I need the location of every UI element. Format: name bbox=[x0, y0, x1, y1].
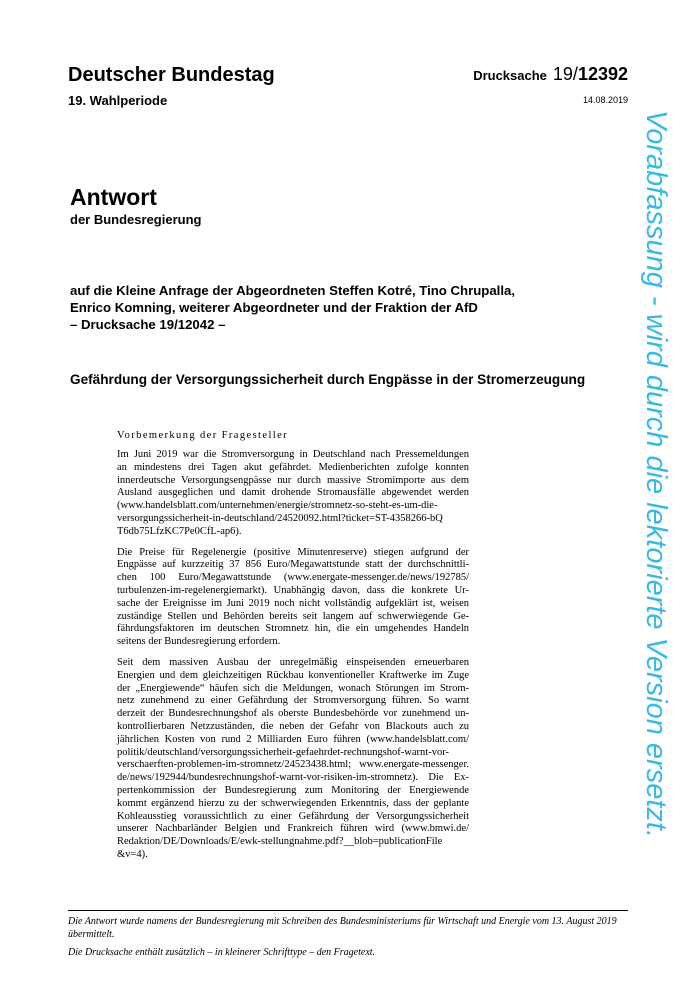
preamble-heading: Vorbemerkung der Fragesteller bbox=[117, 430, 289, 441]
preamble-line: verschaerften-problemen-im-stromnetz/24523438.html; www.energate-messenger. bbox=[117, 759, 469, 771]
drucksache-number bbox=[473, 64, 628, 85]
preamble-line: Die Preise für Regelenergie (positive Minutenreserve) stiegen aufgrund der bbox=[117, 546, 469, 558]
preamble-paragraph bbox=[117, 449, 469, 539]
institution-name: Deutscher Bundestag bbox=[68, 64, 275, 86]
preamble-line: sache der Ereignisse im Juni 2019 noch nicht vollständig aufgeklärt ist, weisen bbox=[117, 597, 469, 609]
preamble-line: seitens der Bundesregierung erfordern. bbox=[117, 636, 281, 648]
preamble-line: netz zunehmend zu einer Gefährdung der Stromversorgung führen. So warnt bbox=[117, 695, 469, 707]
drucksache-label: Drucksache bbox=[473, 68, 547, 83]
preamble-paragraph bbox=[117, 547, 469, 649]
preamble-line: chen 100 Euro/Megawattstunde (www.energate-messenger.de/news/192785/ bbox=[117, 572, 469, 584]
preamble-line: der „Energiewende“ häufen sich die Meldungen, wonach Störungen im Strom- bbox=[117, 682, 469, 694]
preamble-line: jährlichen Kosten von rund 2 Milliarden Euro führen (www.handelsblatt.com/ bbox=[117, 733, 469, 745]
inquiry-line: auf die Kleine Anfrage der Abgeordneten Steffen Kotré, Tino Chrupalla, bbox=[70, 283, 516, 298]
drucksache-id: 12392 bbox=[577, 64, 628, 84]
preamble-line: &v=4). bbox=[117, 848, 148, 860]
preamble-line: (www.handelsblatt.com/unternehmen/energie/stromnetz-so-steht-es-um-die- bbox=[117, 500, 438, 512]
inquiry-reference bbox=[70, 282, 610, 333]
preamble-paragraph bbox=[117, 657, 469, 862]
drucksache-prefix: 19/ bbox=[552, 64, 578, 84]
preamble-line: derzeit der Bundesrechnungshof als oberste Bundesbehörde vor zunehmend un- bbox=[117, 708, 469, 720]
preamble-line: kontrollierbaren Netzzuständen, die neben der Gefahr von Blackouts auch zu bbox=[117, 720, 469, 732]
preamble-line: an mindestens drei Tagen akut gefährdet. Medienberichten zufolge konnten bbox=[117, 461, 469, 473]
inquiry-topic: Gefährdung der Versorgungssicherheit durch Engpässe in der Stromerzeugung bbox=[70, 372, 586, 387]
preamble-line: Energien und dem gleichzeitigen Rückbau konventioneller Kraftwerke im Zuge bbox=[117, 669, 469, 681]
preamble-line: pertenkommission der Bundesregierung zum Monitoring der Energiewende bbox=[117, 784, 469, 796]
footer-notes bbox=[68, 915, 628, 964]
preamble-line: turbulenzen-im-regelenergiemarkt). Unabhängig davon, dass die konkrete Ur- bbox=[117, 584, 469, 596]
footer-transmission-note: Die Antwort wurde namens der Bundesregierung mit Schreiben des Bundesministeriums für Wirtschaft und Energie vom 13. August 2019 übermittelt. bbox=[68, 916, 617, 940]
watermark-text: Vorabfassung - wird durch die lektorierte Version ersetzt. bbox=[640, 110, 672, 839]
draft-watermark bbox=[620, 110, 688, 910]
preamble-line: de/news/192944/bundesrechnungshof-warnt-vor-risiken-im-stromnetz). Die Ex- bbox=[117, 772, 469, 784]
preamble-line: zuständige Stellen und Behörden bereits seit langem auf schwerwiegende Ge- bbox=[117, 610, 469, 622]
document-date: 14.08.2019 bbox=[582, 95, 628, 105]
preamble-line: fährdungsfaktoren im deutschen Stromnetz hin, die ein umgehendes Handeln bbox=[117, 623, 469, 635]
preamble-line: Engpässe auf kurzzeitig 37 856 Euro/Megawattstunde statt der durchschnittli- bbox=[117, 559, 469, 571]
footer-divider bbox=[68, 910, 628, 911]
preamble-line: kommt ergänzend hierzu zu der schwerwiegenden Erkenntnis, dass der geplante bbox=[117, 797, 469, 809]
preamble-line: Redaktion/DE/Downloads/E/ewk-stellungnahme.pdf?__blob=publicationFile bbox=[117, 836, 443, 848]
legislative-period: 19. Wahlperiode bbox=[68, 93, 168, 108]
preamble-section bbox=[117, 430, 469, 870]
preamble-line: versorgungssicherheit-in-deutschland/24520092.html?ticket=ST-4358266-bQ bbox=[117, 512, 443, 524]
document-title: Antwort bbox=[70, 184, 157, 210]
document-subtitle: der Bundesregierung bbox=[70, 212, 202, 227]
preamble-line: Seit dem massiven Ausbau der unregelmäßig einspeisenden erneuerbaren bbox=[117, 656, 469, 668]
preamble-line: T6db75LfzKC7Pe0CfL-ap6). bbox=[117, 525, 242, 537]
inquiry-line: Enrico Komning, weiterer Abgeordneter und der Fraktion der AfD bbox=[70, 300, 478, 315]
preamble-line: innerdeutsche Versorgungsengpässe nur durch massive Stromimporte aus dem bbox=[117, 474, 469, 486]
preamble-line: Ausland ausgeglichen und damit drohende Stromausfälle abgewendet werden bbox=[117, 487, 469, 499]
preamble-line: Kohleausstieg voraussichtlich zu einer Gefährdung der Versorgungssicherheit bbox=[117, 810, 469, 822]
footer-print-note: Die Drucksache enthält zusätzlich – in kleinerer Schrifttype – den Fragetext. bbox=[68, 947, 376, 958]
preamble-line: unserer Nachbarländer Belgien und Frankreich führen wird (www.bmwi.de/ bbox=[117, 823, 469, 835]
preamble-line: politik/deutschland/versorgungssicherheit-gefaehrdet-rechnungshof-warnt-vor- bbox=[117, 746, 449, 758]
inquiry-line: – Drucksache 19/12042 – bbox=[70, 317, 226, 332]
preamble-line: Im Juni 2019 war die Stromversorgung in Deutschland nach Pressemeldungen bbox=[117, 449, 469, 460]
